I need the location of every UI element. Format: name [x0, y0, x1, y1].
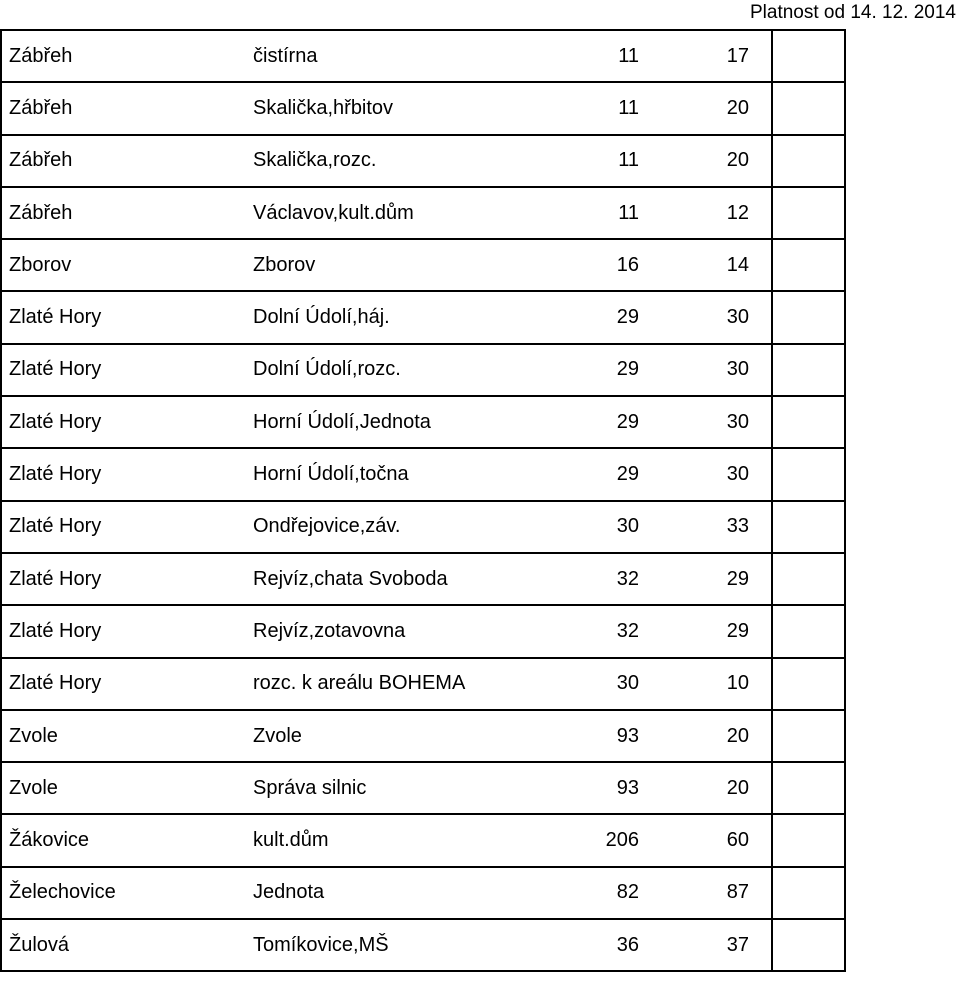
table-row — [1, 291, 845, 343]
value-cell-2: 17 — [639, 30, 772, 82]
table-row — [1, 553, 845, 605]
value-cell-2: 14 — [639, 239, 772, 291]
value-cell-1: 29 — [548, 396, 639, 448]
table-row — [1, 82, 845, 134]
value-cell-1: 30 — [548, 658, 639, 710]
value-cell-2: 20 — [639, 135, 772, 187]
empty-cell — [772, 710, 845, 762]
empty-cell — [772, 239, 845, 291]
value-cell-2: 30 — [639, 396, 772, 448]
value-cell-1: 29 — [548, 291, 639, 343]
table-row — [1, 448, 845, 500]
stops-table-body — [1, 30, 845, 971]
table-row — [1, 867, 845, 919]
empty-cell — [772, 762, 845, 814]
table-row — [1, 30, 845, 82]
empty-cell — [772, 658, 845, 710]
value-cell-2: 12 — [639, 187, 772, 239]
town-cell: Zvole — [1, 762, 253, 814]
table-row — [1, 762, 845, 814]
value-cell-1: 93 — [548, 710, 639, 762]
stop-cell: Zborov — [253, 239, 548, 291]
town-cell: Zábřeh — [1, 135, 253, 187]
town-cell: Zlaté Hory — [1, 396, 253, 448]
town-cell: Zlaté Hory — [1, 501, 253, 553]
town-cell: Zvole — [1, 710, 253, 762]
validity-date: Platnost od 14. 12. 2014 — [750, 2, 956, 23]
empty-cell — [772, 553, 845, 605]
value-cell-1: 29 — [548, 448, 639, 500]
table-row — [1, 814, 845, 866]
town-cell: Zlaté Hory — [1, 291, 253, 343]
table-row — [1, 919, 845, 971]
empty-cell — [772, 135, 845, 187]
value-cell-2: 37 — [639, 919, 772, 971]
value-cell-1: 32 — [548, 605, 639, 657]
value-cell-2: 29 — [639, 553, 772, 605]
stop-cell: Horní Údolí,Jednota — [253, 396, 548, 448]
table-row — [1, 710, 845, 762]
stop-cell: Zvole — [253, 710, 548, 762]
town-cell: Zlaté Hory — [1, 448, 253, 500]
empty-cell — [772, 448, 845, 500]
stop-cell: Skalička,hřbitov — [253, 82, 548, 134]
stops-table — [0, 29, 846, 972]
value-cell-1: 32 — [548, 553, 639, 605]
table-row — [1, 658, 845, 710]
table-row — [1, 501, 845, 553]
town-cell: Zábřeh — [1, 187, 253, 239]
empty-cell — [772, 501, 845, 553]
town-cell: Zborov — [1, 239, 253, 291]
town-cell: Zlaté Hory — [1, 344, 253, 396]
value-cell-2: 20 — [639, 82, 772, 134]
value-cell-2: 10 — [639, 658, 772, 710]
town-cell: Zábřeh — [1, 82, 253, 134]
table-row — [1, 135, 845, 187]
empty-cell — [772, 30, 845, 82]
stop-cell: Správa silnic — [253, 762, 548, 814]
stop-cell: Ondřejovice,záv. — [253, 501, 548, 553]
table-row — [1, 187, 845, 239]
stop-cell: čistírna — [253, 30, 548, 82]
table-row — [1, 239, 845, 291]
stop-cell: Dolní Údolí,háj. — [253, 291, 548, 343]
table-row — [1, 344, 845, 396]
stop-cell: rozc. k areálu BOHEMA — [253, 658, 548, 710]
empty-cell — [772, 82, 845, 134]
value-cell-1: 30 — [548, 501, 639, 553]
empty-cell — [772, 814, 845, 866]
empty-cell — [772, 919, 845, 971]
town-cell: Želechovice — [1, 867, 253, 919]
value-cell-2: 60 — [639, 814, 772, 866]
stop-cell: Horní Údolí,točna — [253, 448, 548, 500]
value-cell-1: 93 — [548, 762, 639, 814]
table-row — [1, 396, 845, 448]
stop-cell: kult.dům — [253, 814, 548, 866]
value-cell-1: 206 — [548, 814, 639, 866]
empty-cell — [772, 187, 845, 239]
stop-cell: Tomíkovice,MŠ — [253, 919, 548, 971]
value-cell-1: 82 — [548, 867, 639, 919]
value-cell-1: 11 — [548, 30, 639, 82]
value-cell-2: 30 — [639, 448, 772, 500]
town-cell: Žulová — [1, 919, 253, 971]
value-cell-2: 29 — [639, 605, 772, 657]
value-cell-1: 11 — [548, 82, 639, 134]
town-cell: Zlaté Hory — [1, 658, 253, 710]
town-cell: Zlaté Hory — [1, 605, 253, 657]
town-cell: Zábřeh — [1, 30, 253, 82]
table-row — [1, 605, 845, 657]
value-cell-1: 36 — [548, 919, 639, 971]
value-cell-1: 11 — [548, 187, 639, 239]
stop-cell: Dolní Údolí,rozc. — [253, 344, 548, 396]
empty-cell — [772, 867, 845, 919]
value-cell-1: 11 — [548, 135, 639, 187]
value-cell-2: 33 — [639, 501, 772, 553]
empty-cell — [772, 291, 845, 343]
value-cell-2: 30 — [639, 344, 772, 396]
empty-cell — [772, 396, 845, 448]
value-cell-2: 30 — [639, 291, 772, 343]
value-cell-2: 87 — [639, 867, 772, 919]
stop-cell: Václavov,kult.dům — [253, 187, 548, 239]
value-cell-1: 16 — [548, 239, 639, 291]
empty-cell — [772, 344, 845, 396]
empty-cell — [772, 605, 845, 657]
value-cell-1: 29 — [548, 344, 639, 396]
value-cell-2: 20 — [639, 762, 772, 814]
stop-cell: Rejvíz,zotavovna — [253, 605, 548, 657]
stop-cell: Rejvíz,chata Svoboda — [253, 553, 548, 605]
stop-cell: Jednota — [253, 867, 548, 919]
town-cell: Zlaté Hory — [1, 553, 253, 605]
stop-cell: Skalička,rozc. — [253, 135, 548, 187]
town-cell: Žákovice — [1, 814, 253, 866]
value-cell-2: 20 — [639, 710, 772, 762]
